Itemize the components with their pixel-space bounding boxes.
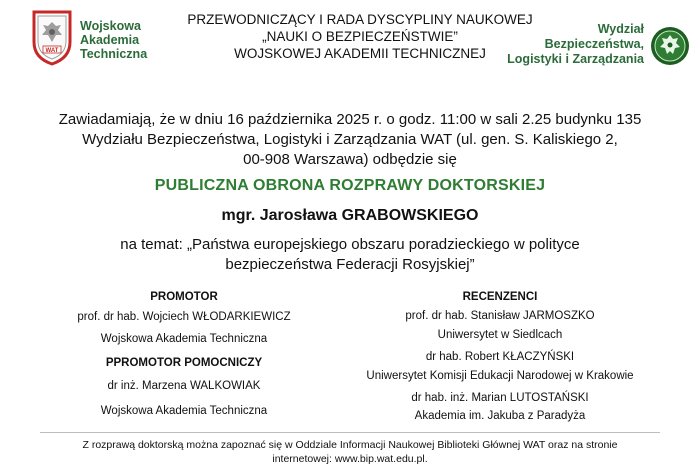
wat-name bbox=[80, 19, 147, 61]
reviewer-name: dr hab. Robert KŁACZYŃSKI bbox=[425, 351, 575, 363]
footer-line: Z rozprawą doktorską można zapoznać się w Oddziale Informacji Naukowej Biblioteki Głównej WAT oraz na stronie bbox=[82, 439, 618, 451]
dissertation-topic bbox=[40, 235, 660, 275]
wat-name-line: Techniczna bbox=[80, 47, 148, 61]
announcement-text bbox=[40, 110, 660, 170]
announcement-line: Wydziału Bezpieczeństwa, Logistyki i Zarządzania WAT (ul. gen. S. Kaliskiego 2, bbox=[82, 131, 618, 148]
faculty-name-line: Wydział bbox=[597, 22, 644, 36]
reviewer-affiliation: Uniwersytet Komisji Edukacji Narodowej w Krakowie bbox=[366, 370, 634, 382]
defense-title: PUBLICZNA OBRONA ROZPRAWY DOKTORSKIEJ bbox=[154, 177, 546, 194]
footer-line: internetowej: www.bip.wat.edu.pl. bbox=[272, 453, 428, 465]
header-line: „NAUKI O BEZPIECZEŃSTWIE” bbox=[262, 29, 458, 44]
footer-divider bbox=[40, 432, 660, 433]
faculty-logo bbox=[507, 22, 690, 72]
faculty-name-line: Bezpieczeństwa, bbox=[544, 37, 644, 51]
promotor-affiliation: Wojskowa Akademia Techniczna bbox=[100, 333, 268, 345]
reviewer-affiliation: Uniwersytet w Siedlcach bbox=[437, 329, 563, 341]
promotor-name: prof. dr hab. Wojciech WŁODARKIEWICZ bbox=[77, 311, 291, 323]
footer-note bbox=[40, 438, 660, 466]
reviewer-name: prof. dr hab. Stanisław JARMOSZKO bbox=[405, 310, 595, 322]
wat-name-line: Wojskowa bbox=[80, 19, 141, 33]
announcement-line: 00-908 Warszawa) odbędzie się bbox=[243, 151, 457, 168]
header-line: WOJSKOWEJ AKADEMII TECHNICZNEJ bbox=[234, 46, 486, 61]
reviewer-name: dr hab. inż. Marian LUTOSTAŃSKI bbox=[411, 392, 589, 404]
topic-line: na temat: „Państwa europejskiego obszaru poradzieckiego w polityce bbox=[120, 236, 580, 253]
topic-line: bezpieczeństwa Federacji Rosyjskiej” bbox=[225, 256, 475, 273]
wat-logo bbox=[28, 8, 163, 66]
assistant-promotor-name: dr inż. Marzena WALKOWIAK bbox=[107, 380, 261, 392]
assistant-promotor-affiliation: Wojskowa Akademia Techniczna bbox=[100, 405, 268, 417]
faculty-name bbox=[507, 22, 644, 67]
wat-emblem-text: WAT bbox=[45, 48, 59, 54]
promotor-heading: PROMOTOR bbox=[150, 291, 218, 303]
assistant-promotor-heading: PPROMOTOR POMOCNICZY bbox=[105, 357, 263, 369]
header-title bbox=[160, 11, 560, 62]
wat-name-line: Akademia bbox=[80, 33, 140, 47]
candidate-name: mgr. Jarosława GRABOWSKIEGO bbox=[221, 207, 479, 224]
faculty-name-line: Logistyki i Zarządzania bbox=[507, 52, 644, 66]
reviewers-heading: RECENZENCI bbox=[462, 291, 538, 303]
header-line: PRZEWODNICZĄCY I RADA DYSCYPLINY NAUKOWEJ bbox=[187, 12, 533, 27]
faculty-emblem-icon bbox=[650, 26, 690, 66]
wat-shield-icon bbox=[28, 8, 76, 66]
announcement-line: Zawiadamiają, że w dniu 16 października 2025 r. o godz. 11:00 w sali 2.25 budynku 135 bbox=[58, 111, 642, 128]
reviewer-affiliation: Akademia im. Jakuba z Paradyża bbox=[414, 410, 586, 422]
